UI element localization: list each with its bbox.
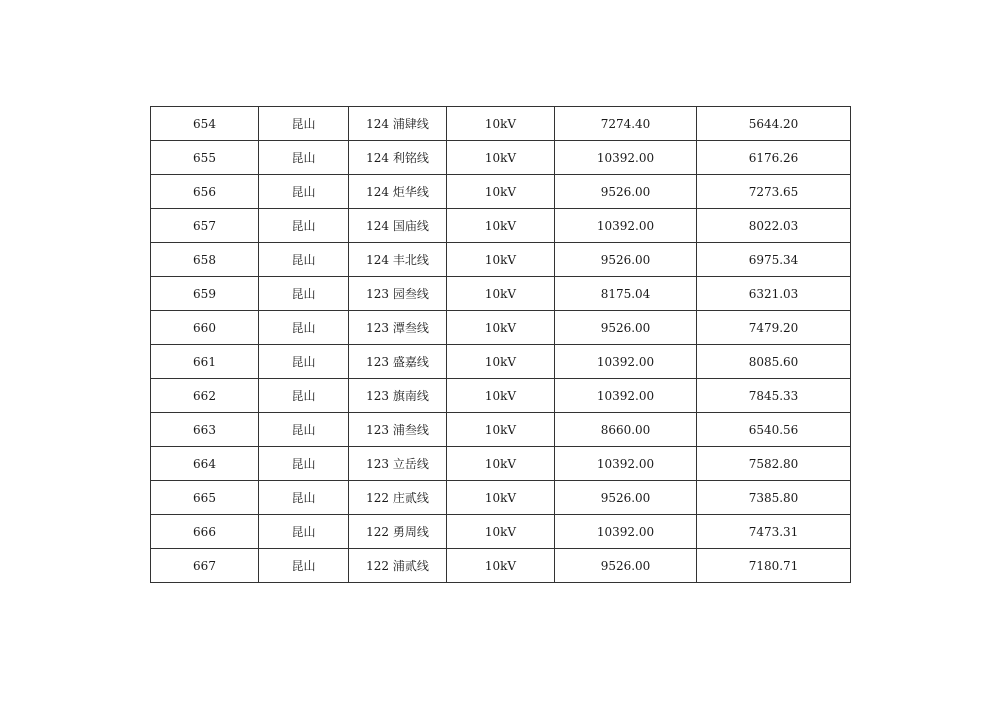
row-number-cell: 660 bbox=[151, 311, 259, 345]
region-cell: 昆山 bbox=[259, 447, 349, 481]
row-number-cell: 666 bbox=[151, 515, 259, 549]
voltage-cell: 10kV bbox=[447, 413, 555, 447]
value-b-cell: 7473.31 bbox=[697, 515, 851, 549]
row-number-cell: 664 bbox=[151, 447, 259, 481]
voltage-cell: 10kV bbox=[447, 107, 555, 141]
row-number-cell: 658 bbox=[151, 243, 259, 277]
value-a-cell: 10392.00 bbox=[555, 345, 697, 379]
value-b-cell: 6975.34 bbox=[697, 243, 851, 277]
voltage-cell: 10kV bbox=[447, 345, 555, 379]
line-name-cell: 123 浦叁线 bbox=[349, 413, 447, 447]
voltage-cell: 10kV bbox=[447, 481, 555, 515]
region-cell: 昆山 bbox=[259, 345, 349, 379]
line-name-cell: 124 丰北线 bbox=[349, 243, 447, 277]
table-row bbox=[151, 447, 851, 481]
row-number-cell: 659 bbox=[151, 277, 259, 311]
line-data-table bbox=[150, 106, 851, 583]
value-b-cell: 5644.20 bbox=[697, 107, 851, 141]
value-b-cell: 7479.20 bbox=[697, 311, 851, 345]
value-b-cell: 6176.26 bbox=[697, 141, 851, 175]
value-a-cell: 9526.00 bbox=[555, 481, 697, 515]
row-number-cell: 657 bbox=[151, 209, 259, 243]
region-cell: 昆山 bbox=[259, 413, 349, 447]
value-b-cell: 7273.65 bbox=[697, 175, 851, 209]
region-cell: 昆山 bbox=[259, 141, 349, 175]
value-b-cell: 6540.56 bbox=[697, 413, 851, 447]
value-b-cell: 8085.60 bbox=[697, 345, 851, 379]
table-row bbox=[151, 481, 851, 515]
value-a-cell: 8660.00 bbox=[555, 413, 697, 447]
voltage-cell: 10kV bbox=[447, 515, 555, 549]
table-row bbox=[151, 549, 851, 583]
region-cell: 昆山 bbox=[259, 549, 349, 583]
value-b-cell: 7385.80 bbox=[697, 481, 851, 515]
row-number-cell: 667 bbox=[151, 549, 259, 583]
line-name-cell: 122 浦贰线 bbox=[349, 549, 447, 583]
line-name-cell: 122 庄贰线 bbox=[349, 481, 447, 515]
voltage-cell: 10kV bbox=[447, 209, 555, 243]
value-a-cell: 10392.00 bbox=[555, 379, 697, 413]
voltage-cell: 10kV bbox=[447, 311, 555, 345]
value-a-cell: 10392.00 bbox=[555, 209, 697, 243]
value-b-cell: 7180.71 bbox=[697, 549, 851, 583]
line-name-cell: 124 浦肆线 bbox=[349, 107, 447, 141]
region-cell: 昆山 bbox=[259, 311, 349, 345]
voltage-cell: 10kV bbox=[447, 447, 555, 481]
region-cell: 昆山 bbox=[259, 107, 349, 141]
table-row bbox=[151, 311, 851, 345]
value-a-cell: 9526.00 bbox=[555, 549, 697, 583]
line-name-cell: 124 炬华线 bbox=[349, 175, 447, 209]
row-number-cell: 663 bbox=[151, 413, 259, 447]
voltage-cell: 10kV bbox=[447, 277, 555, 311]
region-cell: 昆山 bbox=[259, 209, 349, 243]
value-b-cell: 8022.03 bbox=[697, 209, 851, 243]
table-row bbox=[151, 413, 851, 447]
table-row bbox=[151, 209, 851, 243]
voltage-cell: 10kV bbox=[447, 379, 555, 413]
value-a-cell: 9526.00 bbox=[555, 175, 697, 209]
line-name-cell: 122 勇周线 bbox=[349, 515, 447, 549]
table-row bbox=[151, 243, 851, 277]
table-row bbox=[151, 107, 851, 141]
value-a-cell: 9526.00 bbox=[555, 243, 697, 277]
value-b-cell: 7582.80 bbox=[697, 447, 851, 481]
voltage-cell: 10kV bbox=[447, 549, 555, 583]
table-row bbox=[151, 379, 851, 413]
value-a-cell: 10392.00 bbox=[555, 447, 697, 481]
line-name-cell: 124 利铭线 bbox=[349, 141, 447, 175]
row-number-cell: 654 bbox=[151, 107, 259, 141]
line-name-cell: 123 潭叁线 bbox=[349, 311, 447, 345]
table-row bbox=[151, 141, 851, 175]
region-cell: 昆山 bbox=[259, 379, 349, 413]
line-name-cell: 123 旗南线 bbox=[349, 379, 447, 413]
line-name-cell: 123 立岳线 bbox=[349, 447, 447, 481]
line-name-cell: 123 园叁线 bbox=[349, 277, 447, 311]
region-cell: 昆山 bbox=[259, 277, 349, 311]
voltage-cell: 10kV bbox=[447, 175, 555, 209]
region-cell: 昆山 bbox=[259, 515, 349, 549]
table-row bbox=[151, 345, 851, 379]
voltage-cell: 10kV bbox=[447, 243, 555, 277]
table-row bbox=[151, 277, 851, 311]
row-number-cell: 665 bbox=[151, 481, 259, 515]
value-a-cell: 10392.00 bbox=[555, 515, 697, 549]
value-a-cell: 8175.04 bbox=[555, 277, 697, 311]
value-b-cell: 7845.33 bbox=[697, 379, 851, 413]
row-number-cell: 656 bbox=[151, 175, 259, 209]
value-a-cell: 10392.00 bbox=[555, 141, 697, 175]
region-cell: 昆山 bbox=[259, 243, 349, 277]
line-name-cell: 124 国庙线 bbox=[349, 209, 447, 243]
table-row bbox=[151, 515, 851, 549]
value-a-cell: 9526.00 bbox=[555, 311, 697, 345]
region-cell: 昆山 bbox=[259, 175, 349, 209]
line-name-cell: 123 盛嘉线 bbox=[349, 345, 447, 379]
region-cell: 昆山 bbox=[259, 481, 349, 515]
table-row bbox=[151, 175, 851, 209]
voltage-cell: 10kV bbox=[447, 141, 555, 175]
row-number-cell: 661 bbox=[151, 345, 259, 379]
value-a-cell: 7274.40 bbox=[555, 107, 697, 141]
row-number-cell: 655 bbox=[151, 141, 259, 175]
table-body bbox=[151, 107, 851, 583]
row-number-cell: 662 bbox=[151, 379, 259, 413]
value-b-cell: 6321.03 bbox=[697, 277, 851, 311]
